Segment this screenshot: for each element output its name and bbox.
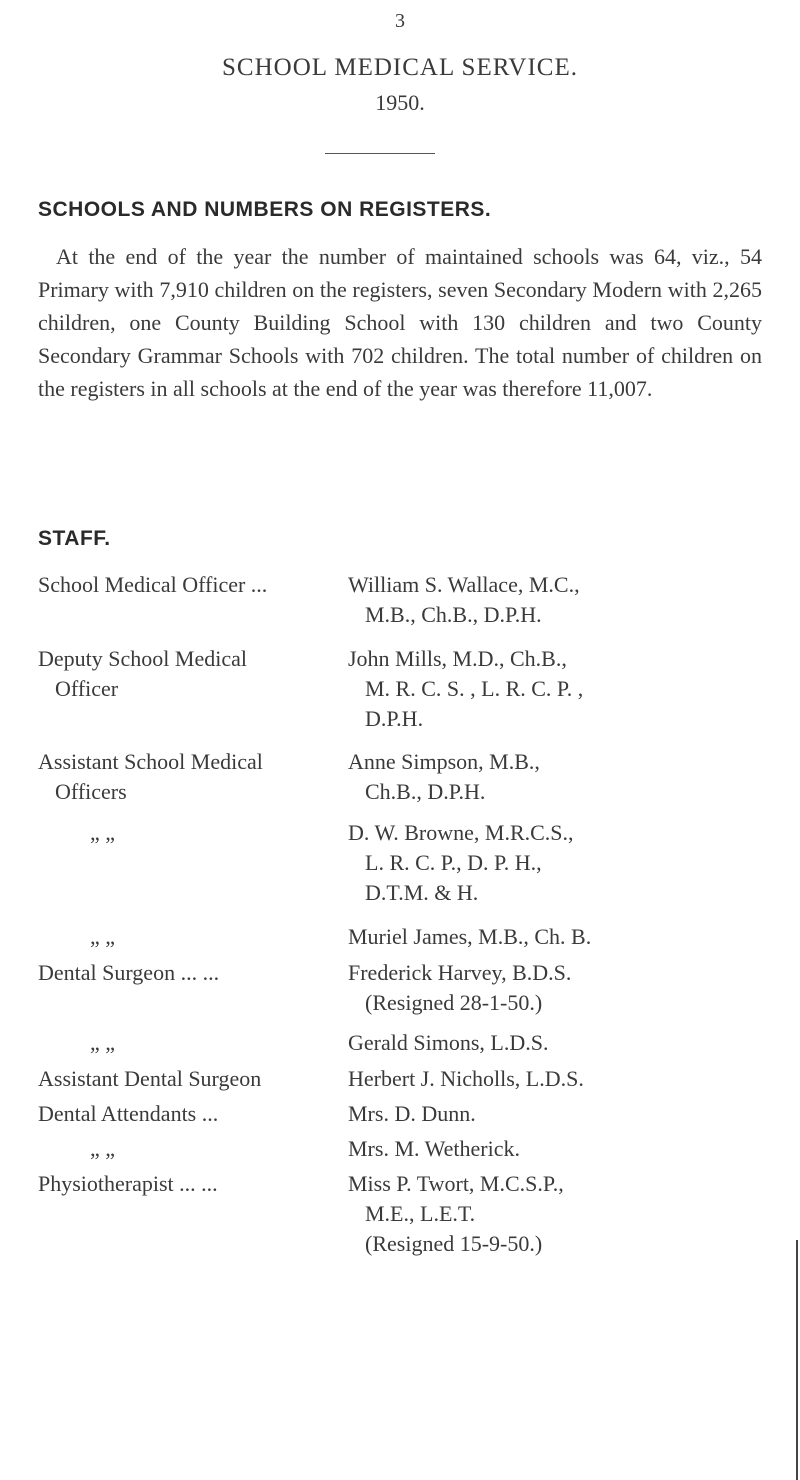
- staff-name: [348, 570, 768, 630]
- staff-role: [38, 818, 323, 848]
- staff-role: [38, 958, 323, 988]
- staff-name-line: Anne Simpson, M.B.,: [348, 749, 540, 774]
- staff-role: [38, 1028, 323, 1058]
- staff-name: [348, 958, 768, 1018]
- schools-paragraph: At the end of the year the number of maintained schools was 64, viz., 54 Primary with 7,910 children on the registers, seven Secondary Modern with 2,265 children, one County Building School with 130 children and two County Secondary Grammar Schools with 702 children. The total number of children on the registers in all schools at the end of the year was therefore 11,007.: [38, 244, 762, 401]
- staff-role-line: Dental Surgeon ... ...: [38, 960, 220, 985]
- staff-name: [348, 1064, 768, 1094]
- staff-name-line: Herbert J. Nicholls, L.D.S.: [348, 1066, 584, 1091]
- ditto-mark: „ „: [90, 1136, 116, 1161]
- staff-name-line: (Resigned 28-1-50.): [365, 990, 543, 1015]
- staff-role: [38, 1169, 323, 1199]
- ditto-mark: „ „: [90, 820, 116, 845]
- staff-role: [38, 1064, 323, 1094]
- staff-name-line: Ch.B., D.P.H.: [365, 779, 486, 804]
- staff-role: [38, 1099, 323, 1129]
- staff-name-line: L. R. C. P., D. P. H.,: [365, 850, 542, 875]
- staff-role: [38, 644, 323, 704]
- staff-role: [38, 747, 323, 807]
- staff-name-line: William S. Wallace, M.C.,: [348, 572, 580, 597]
- staff-role: [38, 1134, 323, 1164]
- staff-role-line: Officers: [55, 779, 127, 804]
- staff-name-line: M. R. C. S. , L. R. C. P. ,: [365, 676, 584, 701]
- staff-name-line: D.T.M. & H.: [365, 880, 479, 905]
- page-number: 3: [395, 10, 405, 32]
- staff-name: [348, 922, 768, 952]
- staff-name-line: Frederick Harvey, B.D.S.: [348, 960, 572, 985]
- staff-name-line: Miss P. Twort, M.C.S.P.,: [348, 1171, 564, 1196]
- ditto-mark: „ „: [90, 1030, 116, 1055]
- staff-name-line: Mrs. M. Wetherick.: [348, 1136, 520, 1161]
- staff-name: [348, 1099, 768, 1129]
- page-title: SCHOOL MEDICAL SERVICE.: [222, 54, 578, 81]
- staff-role-line: School Medical Officer ...: [38, 572, 268, 597]
- staff-name-line: M.E., L.E.T.: [365, 1201, 476, 1226]
- staff-name-line: D. W. Browne, M.R.C.S.,: [348, 820, 574, 845]
- staff-name-line: Muriel James, M.B., Ch. B.: [348, 924, 592, 949]
- staff-role-line: Assistant School Medical: [38, 749, 263, 774]
- staff-name-line: Gerald Simons, L.D.S.: [348, 1030, 549, 1055]
- staff-name-line: John Mills, M.D., Ch.B.,: [348, 646, 567, 671]
- page-edge-line: [796, 1240, 798, 1480]
- staff-name: [348, 1028, 768, 1058]
- staff-name: [348, 644, 768, 734]
- staff-role: [38, 570, 323, 600]
- staff-role-line: Officer: [55, 676, 119, 701]
- staff-name-line: (Resigned 15-9-50.): [365, 1231, 543, 1256]
- staff-role-line: Dental Attendants ...: [38, 1101, 219, 1126]
- staff-role-line: Physiotherapist ... ...: [38, 1171, 218, 1196]
- staff-role-line: Assistant Dental Surgeon: [38, 1066, 262, 1091]
- staff-role-line: Deputy School Medical: [38, 646, 247, 671]
- report-year: 1950.: [375, 90, 425, 115]
- staff-name-line: M.B., Ch.B., D.P.H.: [365, 602, 542, 627]
- staff-name: [348, 818, 768, 908]
- staff-name-line: Mrs. D. Dunn.: [348, 1101, 476, 1126]
- staff-name: [348, 1169, 768, 1259]
- staff-name: [348, 1134, 768, 1164]
- schools-heading: SCHOOLS AND NUMBERS ON REGISTERS.: [38, 198, 492, 221]
- ditto-mark: „ „: [90, 924, 116, 949]
- title-divider: [325, 153, 435, 154]
- staff-heading: STAFF.: [38, 527, 111, 550]
- staff-name: [348, 747, 768, 807]
- staff-role: [38, 922, 323, 952]
- staff-name-line: D.P.H.: [365, 706, 424, 731]
